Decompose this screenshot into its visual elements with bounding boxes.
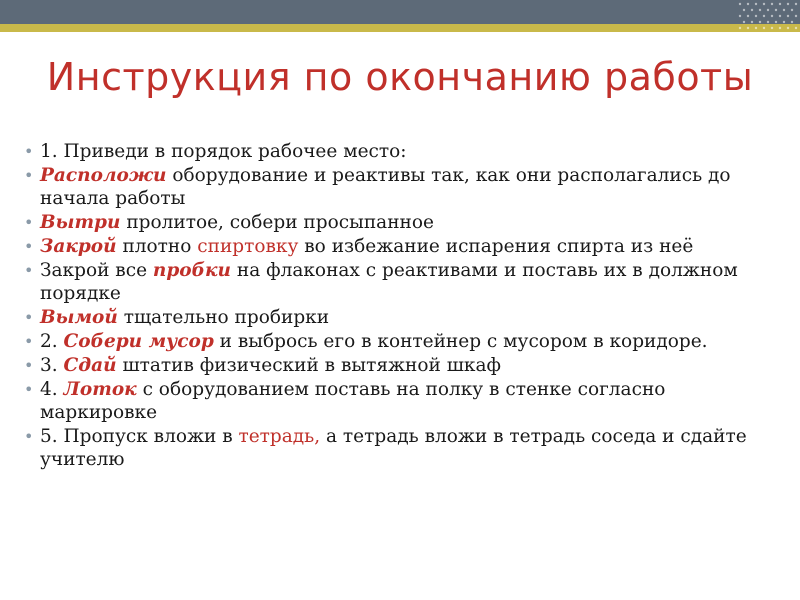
instruction-item	[24, 354, 786, 377]
item-text: а тетрадь вложи в тетрадь соседа и сдайте учителю	[40, 426, 747, 470]
item-text: 3.	[40, 355, 64, 376]
emphasized-keyword: Вытри	[40, 212, 121, 233]
bullet-icon: •	[24, 213, 34, 232]
emphasized-keyword: Собери мусор	[63, 331, 214, 352]
bullet-icon: •	[24, 142, 34, 161]
instruction-item	[24, 259, 786, 305]
bullet-icon: •	[24, 332, 34, 351]
emphasized-keyword: Лоток	[63, 379, 137, 400]
instruction-item	[24, 425, 786, 471]
highlighted-word: тетрадь,	[238, 426, 321, 447]
instruction-list	[24, 140, 786, 472]
item-text: 4.	[40, 379, 64, 400]
dot-pattern-decoration	[736, 0, 800, 32]
item-text: тщательно пробирки	[117, 307, 330, 328]
bullet-icon: •	[24, 237, 34, 256]
instruction-item	[24, 378, 786, 424]
instruction-item	[24, 235, 786, 258]
bullet-icon: •	[24, 356, 34, 375]
header-band-gray	[0, 0, 800, 24]
item-text: штатив физический в вытяжной шкаф	[116, 355, 501, 376]
bullet-icon: •	[24, 166, 34, 185]
bullet-icon: •	[24, 427, 34, 446]
bullet-icon: •	[24, 308, 34, 327]
item-text: плотно	[116, 236, 198, 257]
emphasized-keyword: Расположи	[40, 165, 167, 186]
emphasized-keyword: пробки	[152, 260, 231, 281]
instruction-item	[24, 330, 786, 353]
item-text: во избежание испарения спирта из неё	[298, 236, 694, 257]
item-text: с оборудованием поставь на полку в стенке согласно маркировке	[40, 379, 666, 423]
item-text: Закрой все	[40, 260, 153, 281]
item-text: оборудование и реактивы так, как они располагались до начала работы	[40, 165, 731, 209]
instruction-item	[24, 211, 786, 234]
highlighted-word: спиртовку	[197, 236, 299, 257]
instruction-item	[24, 306, 786, 329]
item-text: 1. Приведи в порядок рабочее место:	[40, 141, 407, 162]
item-text: 2.	[40, 331, 64, 352]
item-text: и выбрось его в контейнер с мусором в коридоре.	[213, 331, 708, 352]
emphasized-keyword: Сдай	[63, 355, 117, 376]
instruction-item	[24, 164, 786, 210]
emphasized-keyword: Вымой	[40, 307, 118, 328]
item-text: пролитое, собери просыпанное	[120, 212, 434, 233]
instruction-item	[24, 140, 786, 163]
bullet-icon: •	[24, 380, 34, 399]
item-text: на флаконах с реактивами и поставь их в должном порядке	[40, 260, 738, 304]
bullet-icon: •	[24, 261, 34, 280]
item-text: 5. Пропуск вложи в	[40, 426, 239, 447]
emphasized-keyword: Закрой	[40, 236, 117, 257]
slide-title: Инструкция по окончанию работы	[46, 55, 754, 99]
header-band-yellow	[0, 24, 800, 32]
